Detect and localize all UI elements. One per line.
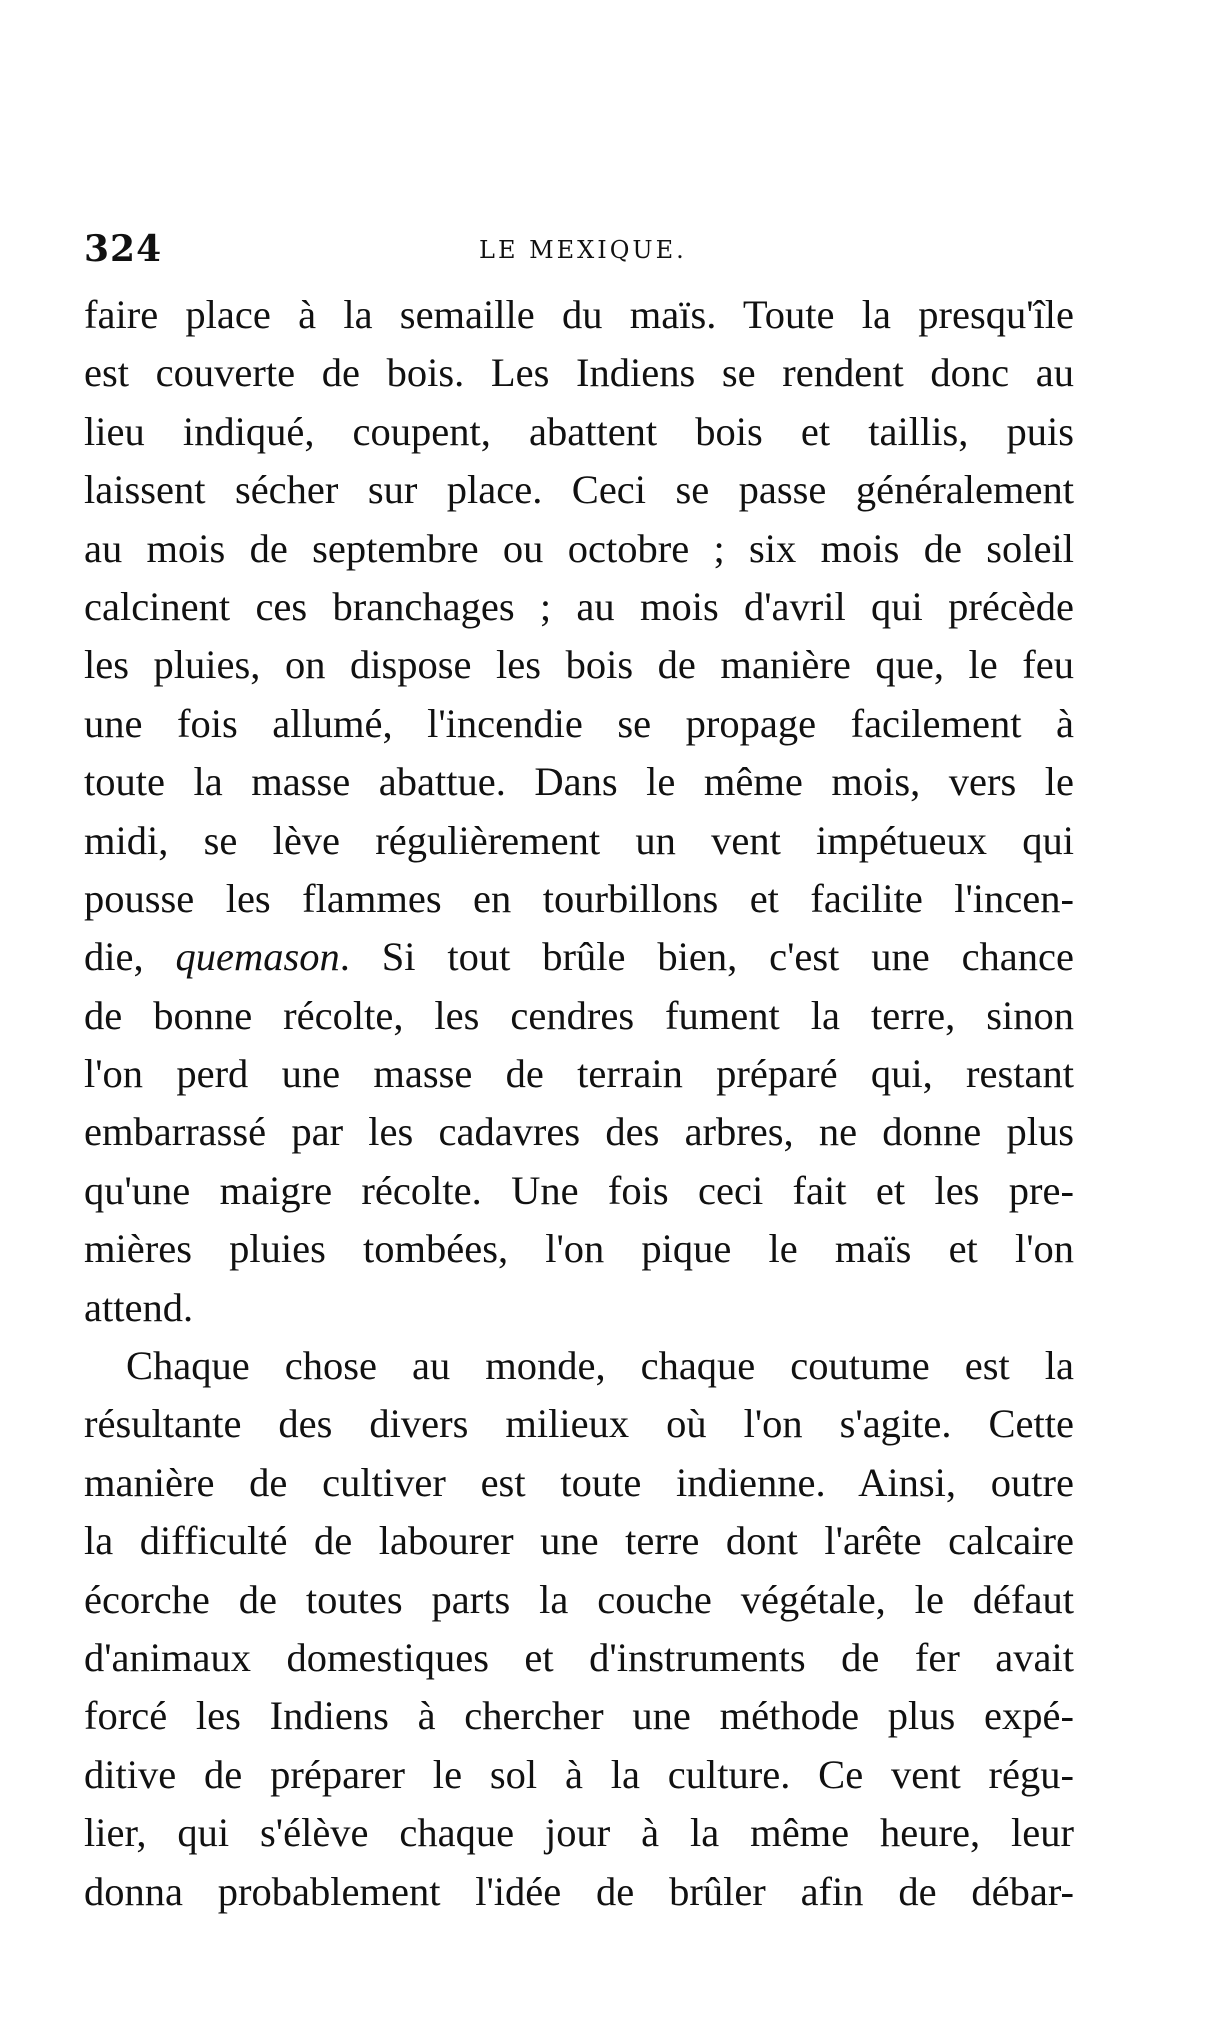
text-line: l'on perd une masse de terrain préparé qui, restant bbox=[84, 1051, 1074, 1097]
text-line: est couverte de bois. Les Indiens se rendent donc au bbox=[84, 350, 1074, 396]
text-segment: die, bbox=[84, 934, 176, 980]
text-line: lieu indiqué, coupent, abattent bois et taillis, puis bbox=[84, 408, 1074, 454]
paragraph-1 bbox=[84, 286, 1074, 1337]
text-line: mières pluies tombées, l'on pique le maïs et l'on bbox=[84, 1226, 1074, 1272]
text-line: les pluies, on dispose les bois de manière que, le feu bbox=[84, 642, 1074, 688]
text-line: qu'une maigre récolte. Une fois ceci fait et les pre- bbox=[84, 1167, 1074, 1213]
text-line: résultante des divers milieux où l'on s'agite. Cette bbox=[84, 1401, 1074, 1447]
paragraph-2 bbox=[84, 1337, 1074, 1921]
text-line: au mois de septembre ou octobre ; six mois de soleil bbox=[84, 525, 1074, 571]
running-head bbox=[84, 228, 1074, 278]
text-line: manière de cultiver est toute indienne. Ainsi, outre bbox=[84, 1459, 1074, 1505]
text-line: attend. bbox=[84, 1284, 194, 1330]
text-line: la difficulté de labourer une terre dont l'arête calcaire bbox=[84, 1518, 1074, 1564]
text-line: laissent sécher sur place. Ceci se passe généralement bbox=[84, 467, 1074, 513]
text-line: de bonne récolte, les cendres fument la terre, sinon bbox=[84, 992, 1074, 1038]
text-line: toute la masse abattue. Dans le même mois, vers le bbox=[84, 759, 1074, 805]
text-line: Chaque chose au monde, chaque coutume est la bbox=[126, 1343, 1074, 1389]
text-line: calcinent ces branchages ; au mois d'avril qui précède bbox=[84, 583, 1074, 629]
running-title: LE MEXIQUE. bbox=[479, 236, 687, 264]
text-line: pousse les flammes en tourbillons et facilite l'incen- bbox=[84, 875, 1074, 921]
text-line: une fois allumé, l'incendie se propage facilement à bbox=[84, 700, 1074, 746]
text-line: d'animaux domestiques et d'instruments de fer avait bbox=[84, 1634, 1074, 1680]
page-number: 324 bbox=[84, 228, 163, 270]
text-line: faire place à la semaille du maïs. Toute la presqu'île bbox=[84, 292, 1074, 337]
italic-term: quemason bbox=[175, 934, 340, 980]
text-line: forcé les Indiens à chercher une méthode plus expé- bbox=[84, 1693, 1074, 1739]
text-line: embarrassé par les cadavres des arbres, ne donne plus bbox=[84, 1109, 1074, 1155]
text-line: donna probablement l'idée de brûler afin de débar- bbox=[84, 1868, 1074, 1914]
text-line: midi, se lève régulièrement un vent impétueux qui bbox=[84, 817, 1074, 863]
text-segment: . Si tout brûle bien, c'est une chance bbox=[339, 934, 1074, 980]
body-text bbox=[84, 286, 1074, 1921]
text-line: lier, qui s'élève chaque jour à la même heure, leur bbox=[84, 1810, 1074, 1856]
text-line-with-italic bbox=[84, 928, 1074, 986]
text-line: écorche de toutes parts la couche végétale, le défaut bbox=[84, 1576, 1074, 1622]
text-line: ditive de préparer le sol à la culture. Ce vent régu- bbox=[84, 1751, 1074, 1797]
